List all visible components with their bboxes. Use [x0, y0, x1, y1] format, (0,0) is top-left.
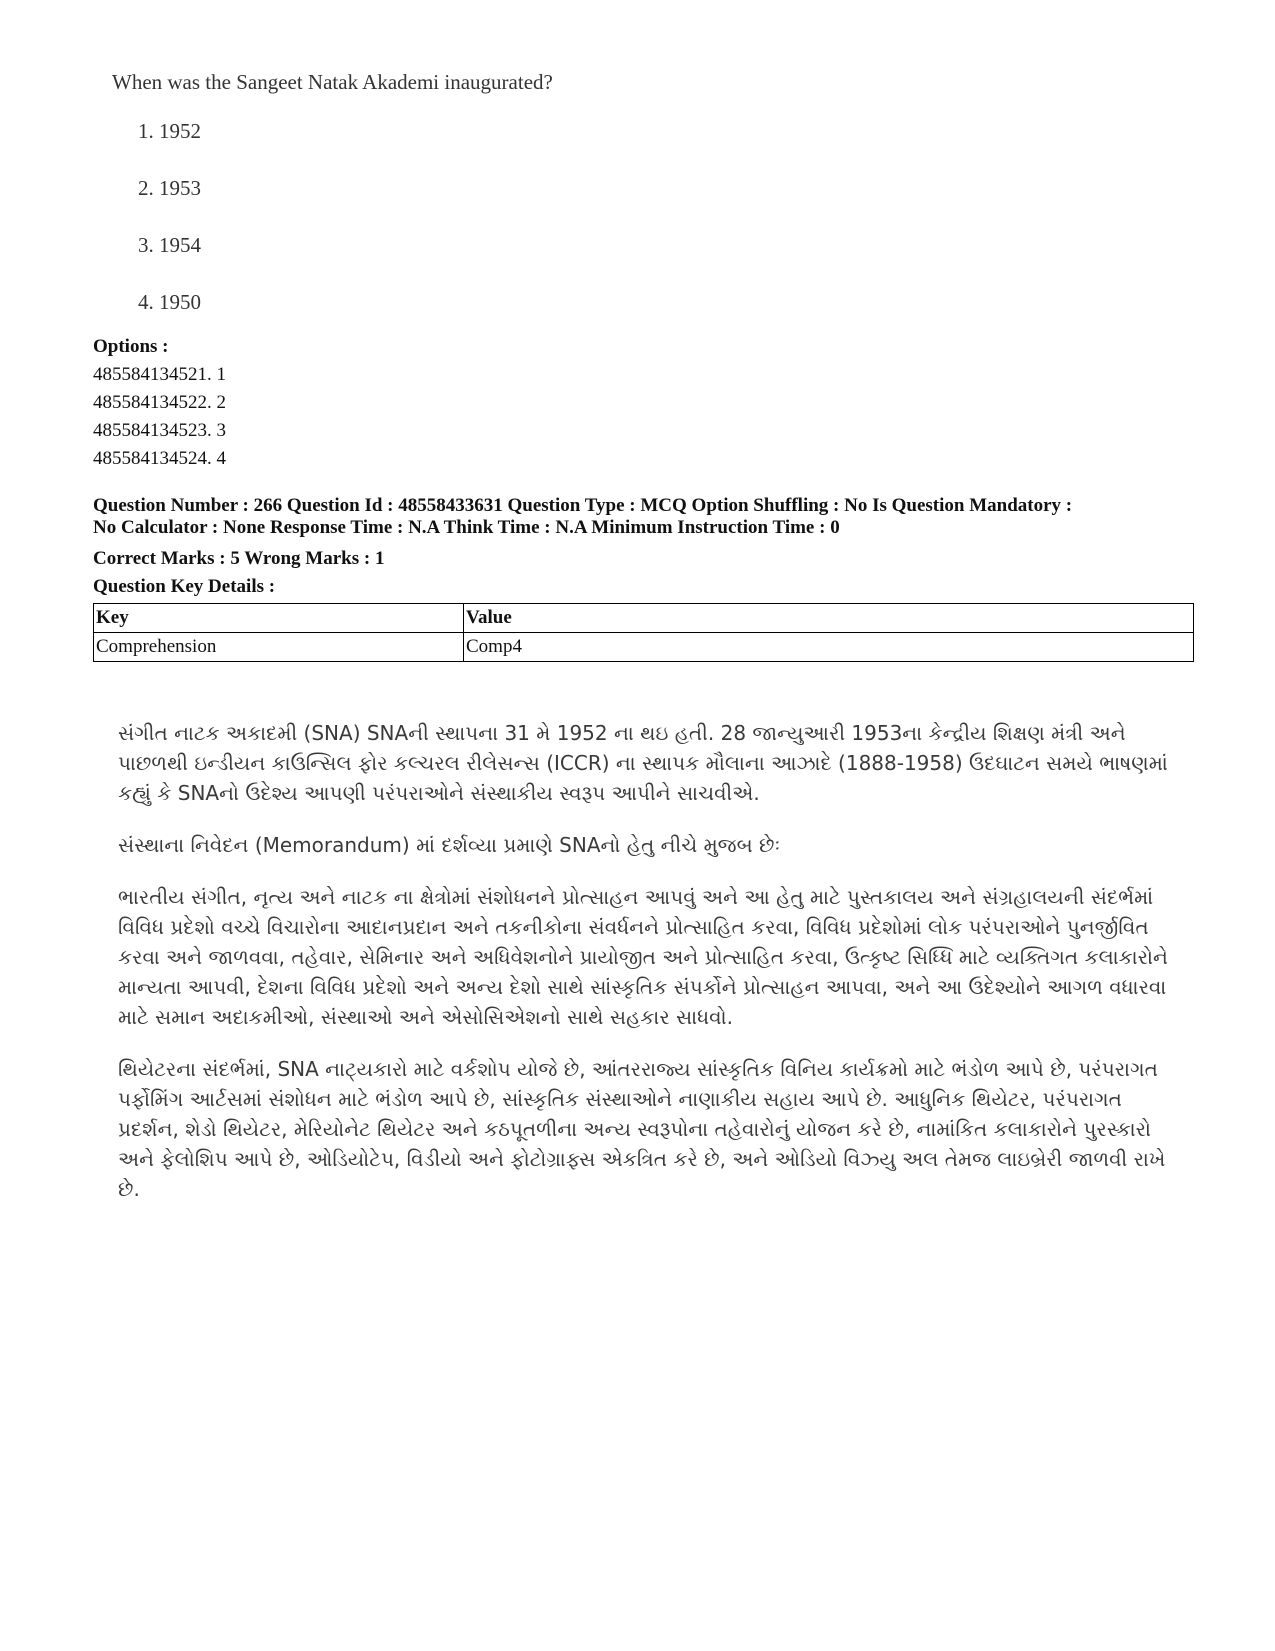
table-cell-key: Comprehension	[94, 633, 464, 662]
option-item: 485584134522. 2	[93, 392, 226, 413]
table-row	[94, 633, 1194, 662]
table-header-value: Value	[464, 604, 1194, 633]
passage-paragraph: સંગીત નાટક અકાદમી (SNA) SNAની સ્થાપના 31 મે 1952 ના થઇ હતી. 28 જાન્યુઆરી 1953ના કેન્દ્રીય શિક્ષણ મંત્રી અને પાછળથી ઇન્ડીયન કાઉન્સિલ ફોર કલ્ચરલ રીલેસન્સ (ICCR) ના સ્થાપક મૌલાના આઝાદે (1888-1958) ઉદઘાટન સમયે ભાષણમાં કહ્યું કે SNAનો ઉદેશ્ય આપણી પરંપરાઓને સંસ્થાકીય સ્વરૂપ આપીને સાચવીએ.	[118, 721, 1168, 805]
option-item: 485584134524. 4	[93, 448, 226, 469]
passage-paragraph: થિયેટરના સંદર્ભમાં, SNA નાટ્યકારો માટે વર્કશોપ યોજે છે, આંતરરાજ્ય સાંસ્કૃતિક વિનિય કાર્યક્રમો માટે ભંડોળ આપે છે, પરંપરાગત પર્ફોમિંગ આર્ટસમાં સંશોધન માટે ભંડોળ આપે છે, સાંસ્કૃતિક સંસ્થાઓને નાણાકીય સહાય આપે છે. આધુનિક થિયેટર, પરંપરાગત પ્રદર્શન, શેડો થિયેટર, મેરિયોનેટ થિયેટર અને કઠપૂતળીના અન્ય સ્વરૂપોના તહેવારોનું યોજન કરે છે, નામાંકિત કલાકારોને પુરસ્કારો અને ફેલોશિપ આપે છે, ઓડિયોટેપ, વિડીયો અને ફોટોગ્રાફ્સ એકત્રિત કરે છે, અને ઓડિયો વિઝ્યુ અલ તેમજ લાઇબ્રેરી જાળવી રાખે છે.	[118, 1057, 1166, 1201]
passage-paragraph: ભારતીય સંગીત, નૃત્ય અને નાટક ના ક્ષેત્રોમાં સંશોધનને પ્રોત્સાહન આપવું અને આ હેતુ માટે પુસ્તકાલય અને સંગ્રહાલયની સંદર્ભમાં વિવિધ પ્રદેશો વચ્ચે વિચારોના આદાનપ્રદાન અને તકનીકોના સંવર્ધનને પ્રોત્સાહિત કરવા, વિવિધ પ્રદેશોમાં લોક પરંપરાઓને પુનર્જીવિત કરવા અને જાળવવા, તહેવાર, સેમિનાર અને અધિવેશનોને પ્રાયોજીત અને પ્રોત્સાહિત કરવા, ઉત્કૃષ્ટ સિધ્ધિ માટે વ્યક્તિગત કલાકારોને માન્યતા આપવી, દેશના વિવિધ પ્રદેશો અને અન્ય દેશો સાથે સાંસ્કૃતિક સંપર્કોને પ્રોત્સાહન આપવા, અને આ ઉદેશ્યોને આગળ વધારવા માટે સમાન અદાકમીઓ, સંસ્થાઓ અને એસોસિએશનો સાથે સહકાર સાધવો.	[118, 885, 1168, 1029]
choice-4: 4. 1950	[138, 290, 201, 314]
table-header-row	[94, 604, 1194, 633]
choice-2: 2. 1953	[138, 176, 201, 200]
options-heading: Options :	[93, 336, 169, 357]
option-item: 485584134521. 1	[93, 364, 226, 385]
comprehension-passage	[118, 718, 1178, 1226]
option-item: 485584134523. 3	[93, 420, 226, 441]
key-details-table	[93, 603, 1194, 662]
choice-1: 1. 1952	[138, 119, 201, 143]
question-image	[110, 70, 810, 347]
key-details-heading: Question Key Details :	[93, 576, 276, 597]
passage-paragraph: સંસ્થાના નિવેદન (Memorandum) માં દર્શવ્યા પ્રમાણે SNAનો હેતુ નીચે મુજબ છેઃ	[118, 833, 781, 857]
choice-3: 3. 1954	[138, 233, 201, 257]
question-text: When was the Sangeet Natak Akademi inaugurated?	[112, 70, 553, 94]
question-info-line-2: No Calculator : None Response Time : N.A Think Time : N.A Minimum Instruction Time : 0	[93, 517, 840, 538]
marks-info: Correct Marks : 5 Wrong Marks : 1	[93, 548, 385, 569]
table-cell-value: Comp4	[464, 633, 1194, 662]
question-meta	[93, 333, 1193, 662]
table-header-key: Key	[94, 604, 464, 633]
question-info-line-1: Question Number : 266 Question Id : 48558433631 Question Type : MCQ Option Shuffling : No Is Question Mandatory :	[93, 495, 1073, 516]
